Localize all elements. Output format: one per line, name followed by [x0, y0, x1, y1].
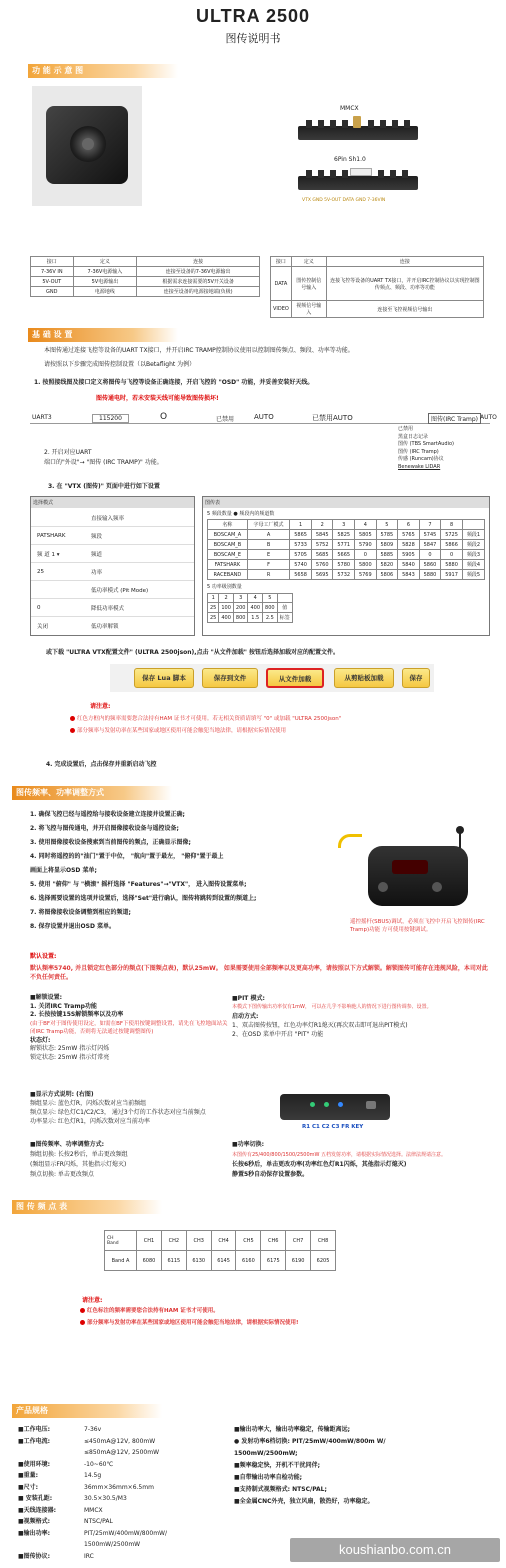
pit-section: ■PIT 模式: 本模式下图传输出功率仅有1mW， 可以在几乎不影响他人的情况下进行图传调参、设置。 启动方式: 1、双击图传按钮，红色功率灯R1熄灭(再次双击即可退出PIT模式) 2、在OSD 菜单中开启 "PIT" 功能 [232, 995, 432, 1038]
mmcx-label: MMCX [340, 105, 359, 112]
osd-steps: 1. 确保飞控已经与遥控给与接收设备建立连接并设置正确; 2. 将飞控与图传通电，并开启图像接收设备与遥控设备; 3. 使用图像接收设备搜索到当前图传的频点，正确显示图像; 4. 同时将遥控的的"油门"置于中位， "航向"置于最左， "俯仰"置于最上 画面上将显示OSD 菜单; 5. 使用 "俯仰" 与 "横滚" 摇杆选择 "Features"→"VTX"， 进入图传设置菜单; 6. 选择需要设置的选项并设置后，选择"Set"进行确认，图传将跳转到设置的频道上; 7. 将图像接收设备调整到相应的频道; 8. 保存设置并退出OSD 菜单。 [30, 811, 257, 930]
watermark: koushianbo.com.cn [290, 1538, 500, 1562]
default-title: 默认设置: [30, 953, 57, 960]
remote-controller-illustration [338, 826, 488, 916]
switch-section: ■图传频率、功率调整方式: 频组切换: 长按2秒后，单击更改频组 (频组显示FR闪烁，其他指示灯熄灭) 频点切换: 单击更改频点 [30, 1141, 128, 1178]
notice-2: 部分频率与发射功率在某些国家或地区使用可能会触犯当地法律，请根据实际情况使用 [70, 726, 490, 734]
bullet-icon [80, 1320, 85, 1325]
led-labels: R1 C1 C2 C3 FR KEY [302, 1124, 364, 1130]
notice-1: 红色方框内的频率需要您合法持有HAM 证书才可使用。若无相关资质请填写 "0" 或加载 "ULTRA 2500json" [70, 714, 490, 722]
power-section: ■功率切换: 本图传有25/400/800/1500/2500mW 五档发射功率，请根据实际情况选择。法律法规请注意。 长按6秒后，单击更改功率(功率红色灯R1闪烁，其他指示灯熄灭) 静置5秒自动保存设置参数。 [232, 1141, 447, 1178]
pin-names: VTX GND 5V-OUT DATA GND 7-36VIN [302, 198, 386, 203]
step-2b: 端口的"外设"→ "图传 (IRC TRAMP)" 功能。 [44, 459, 163, 466]
remote-note: 遥控摇杆(SBUS)调试，必须在飞控中开启飞控图传(IRC Tramp)功能 方可使用按键调试。 [350, 919, 485, 933]
product-photo [32, 86, 142, 206]
port-table-left: 接口 定义 连接 7-36V IN 7-36V电源输入 连接至设备的7-36V电源输出 5V-OUT 5V电源输出 根据需求连接需要的5V开关设备 GND 电源地线 连接至设备的电源接地端(负极) [30, 256, 260, 297]
freq-point-table: CH Band CH1 CH2 CH3 CH4 CH5 CH6 CH7 CH8 Band A 6080 6115 6130 6145 6160 6175 6190 6205 [104, 1230, 336, 1271]
save-lua-button[interactable]: 保存 Lua 脚本 [134, 668, 194, 688]
bullet-icon [70, 716, 75, 721]
vtx-led-board [280, 1094, 390, 1120]
spec-right-list: ■输出功率大，输出功率稳定，传输距离远; ● 发射功率6档切换: PIT/25mW/400mW/800m W/ 1500mW/2500mW; ■频率稳定快，开机不干扰同伴; ■自带输出功率自检功能; ■支持制式视频格式: NTSC/PAL; ■全金属CNC外壳，独立风扇，散热好，功率稳定。 [234, 1426, 386, 1505]
pin-label: 6Pin Sh1.0 [334, 156, 366, 163]
antenna-warning: 图传通电时，若未安装天线可能导致图传损坏! [96, 395, 219, 402]
bullet-icon [70, 728, 75, 733]
section-freq-heading: 图传频率、功率调整方式 [12, 786, 172, 800]
load-from-file-button[interactable]: 从文件加载 [266, 668, 324, 688]
display-section: ■显示方式说明: (右图) 频组显示: 蓝色灯R，闪烁次数对应当前频组 频点显示: 绿色灯C1/C2/C3， 通过3个灯的工作状态对应当前频点 功率显示: 红色灯R1，闪烁次数对应当前功率 [30, 1091, 206, 1125]
pcb-side-view [298, 176, 418, 190]
bullet-icon [80, 1308, 85, 1313]
vtx-power-table: 1 2 3 4 5 25 100 200 400 800 值 25 400 800 1.5 2.5 标签 [207, 593, 293, 623]
basic-intro: 本图传通过连接飞控等设备的UART TX接口，并开启IRC TRAMP控制协议使用以控制图传频点、频段、功率等功能。 [44, 347, 354, 354]
uart-row: UART3 115200 O 已禁用 AUTO 已禁用AUTO 图传(IRC Tramp) AUTO [32, 412, 497, 423]
step-3: 3. 在 "VTX (图传)" 页面中进行如下设置 [48, 483, 160, 490]
section-spec-heading: 产品规格 [12, 1404, 162, 1418]
table-notice-1: 红色标注的频率需要您合法持有HAM 证书才可使用。 [80, 1306, 219, 1314]
step-1: 1. 按照接线图及接口定义将图传与飞控等设备正确连接，开启飞控的 "OSD" 功能，并妥善安装好天线。 [34, 379, 314, 386]
table-notice-title: 请注意: [82, 1297, 103, 1304]
save-to-file-button[interactable]: 保存到文件 [202, 668, 258, 688]
section-func-heading: 功 能 示 意 图 [28, 64, 178, 78]
vtx-mode-panel: 选择模式 直接输入频率 PATSHARK 频段 频 道 1 ▾ 频道 25 功率 低功率模式 (Pit Mode) 0 降低功率模式 关闭 低功率解锁 [30, 496, 195, 636]
table-notice-2: 部分频率与发射功率在某些国家或地区使用可能会触犯当地法律，请根据实际情况使用! [80, 1318, 299, 1326]
port-table-right: 接口 定义 连接 DATA 图传控制信号输入 连接飞控等设备的UART TX接口，并开启IRC控制协议以实现控制图传频点、频段、功率等功能 VIDEO 视频信号输入 连接至飞控视频信号输出 [270, 256, 484, 318]
pcb-top-view [298, 126, 418, 140]
unlock-section: ■解锁设置: 1. 关闭IRC Tramp功能 2. 长按按键15S解锁频率以及功率 (由于BF对于图传使用设定，如需在BF下使用按键调整设置，请先在飞控地面站关闭IRC Tramp功能，否则将无法通过按键调整图传) 状态灯: 解锁状态: 25mW 指示灯闪烁 锁定状态: 25mW 指示灯常亮 [30, 994, 228, 1061]
notice-title: 请注意: [90, 703, 111, 710]
step-5: 4. 完成设置后，点击保存并重新启动飞控 [46, 761, 157, 768]
uart-dropdown-menu: 已禁用 黑盒日志记录 图传 (TBS SmartAudio) 图传 (IRC Tramp) 传感 (Runcam)协议 Benewake LIDAR [398, 426, 454, 470]
vtx-band-table: 名称 字母工厂模式 1 2 3 4 5 6 7 8 BOSCAM_A A 5865 5845 5825 5805 5785 5765 5745 5725 频段1 BOSCAM_B B 5733 5752 5771 5790 5809 5828 5847 5866 频段2 BOSCAM_E E 5705 5685 5665 0 5885 5905 0 0 频段3 FATSHARK F 5740 5760 5780 5800 5820 5840 5860 5880 频段4 RACEBAND R 5658 5695 5732 5769 5806 5843 5880 5917 频段5 [207, 519, 485, 580]
page-title: ULTRA 2500 [195, 6, 311, 26]
basic-note: 请按照以下步骤完成图传控制设置（以Betaflight 为例） [44, 361, 196, 368]
save-button[interactable]: 保存 [402, 668, 430, 688]
section-table-heading: 图 传 频 点 表 [12, 1200, 162, 1214]
vtx-table-panel: 图传表 5 频段数量 ● 频段内的频道数 名称 字母工厂模式 1 2 3 4 5 6 7 8 BOSCAM_A A 5865 5845 5825 5805 5785 5765 5745 5725 频段1 BOSCAM_B B 5733 5752 5771 5790 5809 5828 5847 5866 频段2 BOSCAM_E E 5705 5685 5665 0 5885 5905 0 0 频段3 FATSHARK F 5740 5760 5780 5800 5820 5840 5860 5880 频段4 RACEBAND R 5658 5695 5732 5769 5806 5843 5880 5917 频段5 5 功率级别数量 1 2 3 4 5 25 100 200 400 800 值 25 400 800 1.5 2.5 标签 [202, 496, 490, 636]
step-4: 或下载 "ULTRA VTX配置文件" (ULTRA 2500json),点击 "从文件加载" 按钮后选择加载对应的配置文件。 [46, 649, 340, 656]
spec-left-list: ■工作电压: 7-36v ■工作电流: ≤450mA@12V, 800mW ≤850mA@12V, 2500mW ■使用环境: -10~60℃ ■重量: 14.5g ■尺寸: 36mm×36mm×6.5mm ■ 安装孔距: 30.5×30.5/M3 ■天线连接器: MMCX ■视频格式: NTSC/PAL ■输出功率: PIT/25mW/400mW/800mW/ 1500mW/2500mW ■图传协议: IRC [18, 1426, 168, 1560]
load-from-clipboard-button[interactable]: 从剪贴板加载 [334, 668, 394, 688]
section-basic-heading: 基 础 设 置 [28, 328, 178, 342]
default-text: 默认频率5740, 并且锁定红色部分的频点(下图频点表)，默认25mW。 如果需要使用全部频率以及更高功率，请按照以下方式解锁。解锁图传可能存在违规风险，本司对此不负任何责任。 [30, 965, 488, 981]
step-2a: 2. 开启对应UART [44, 449, 92, 456]
page-subtitle: 图传说明书 [225, 32, 281, 45]
